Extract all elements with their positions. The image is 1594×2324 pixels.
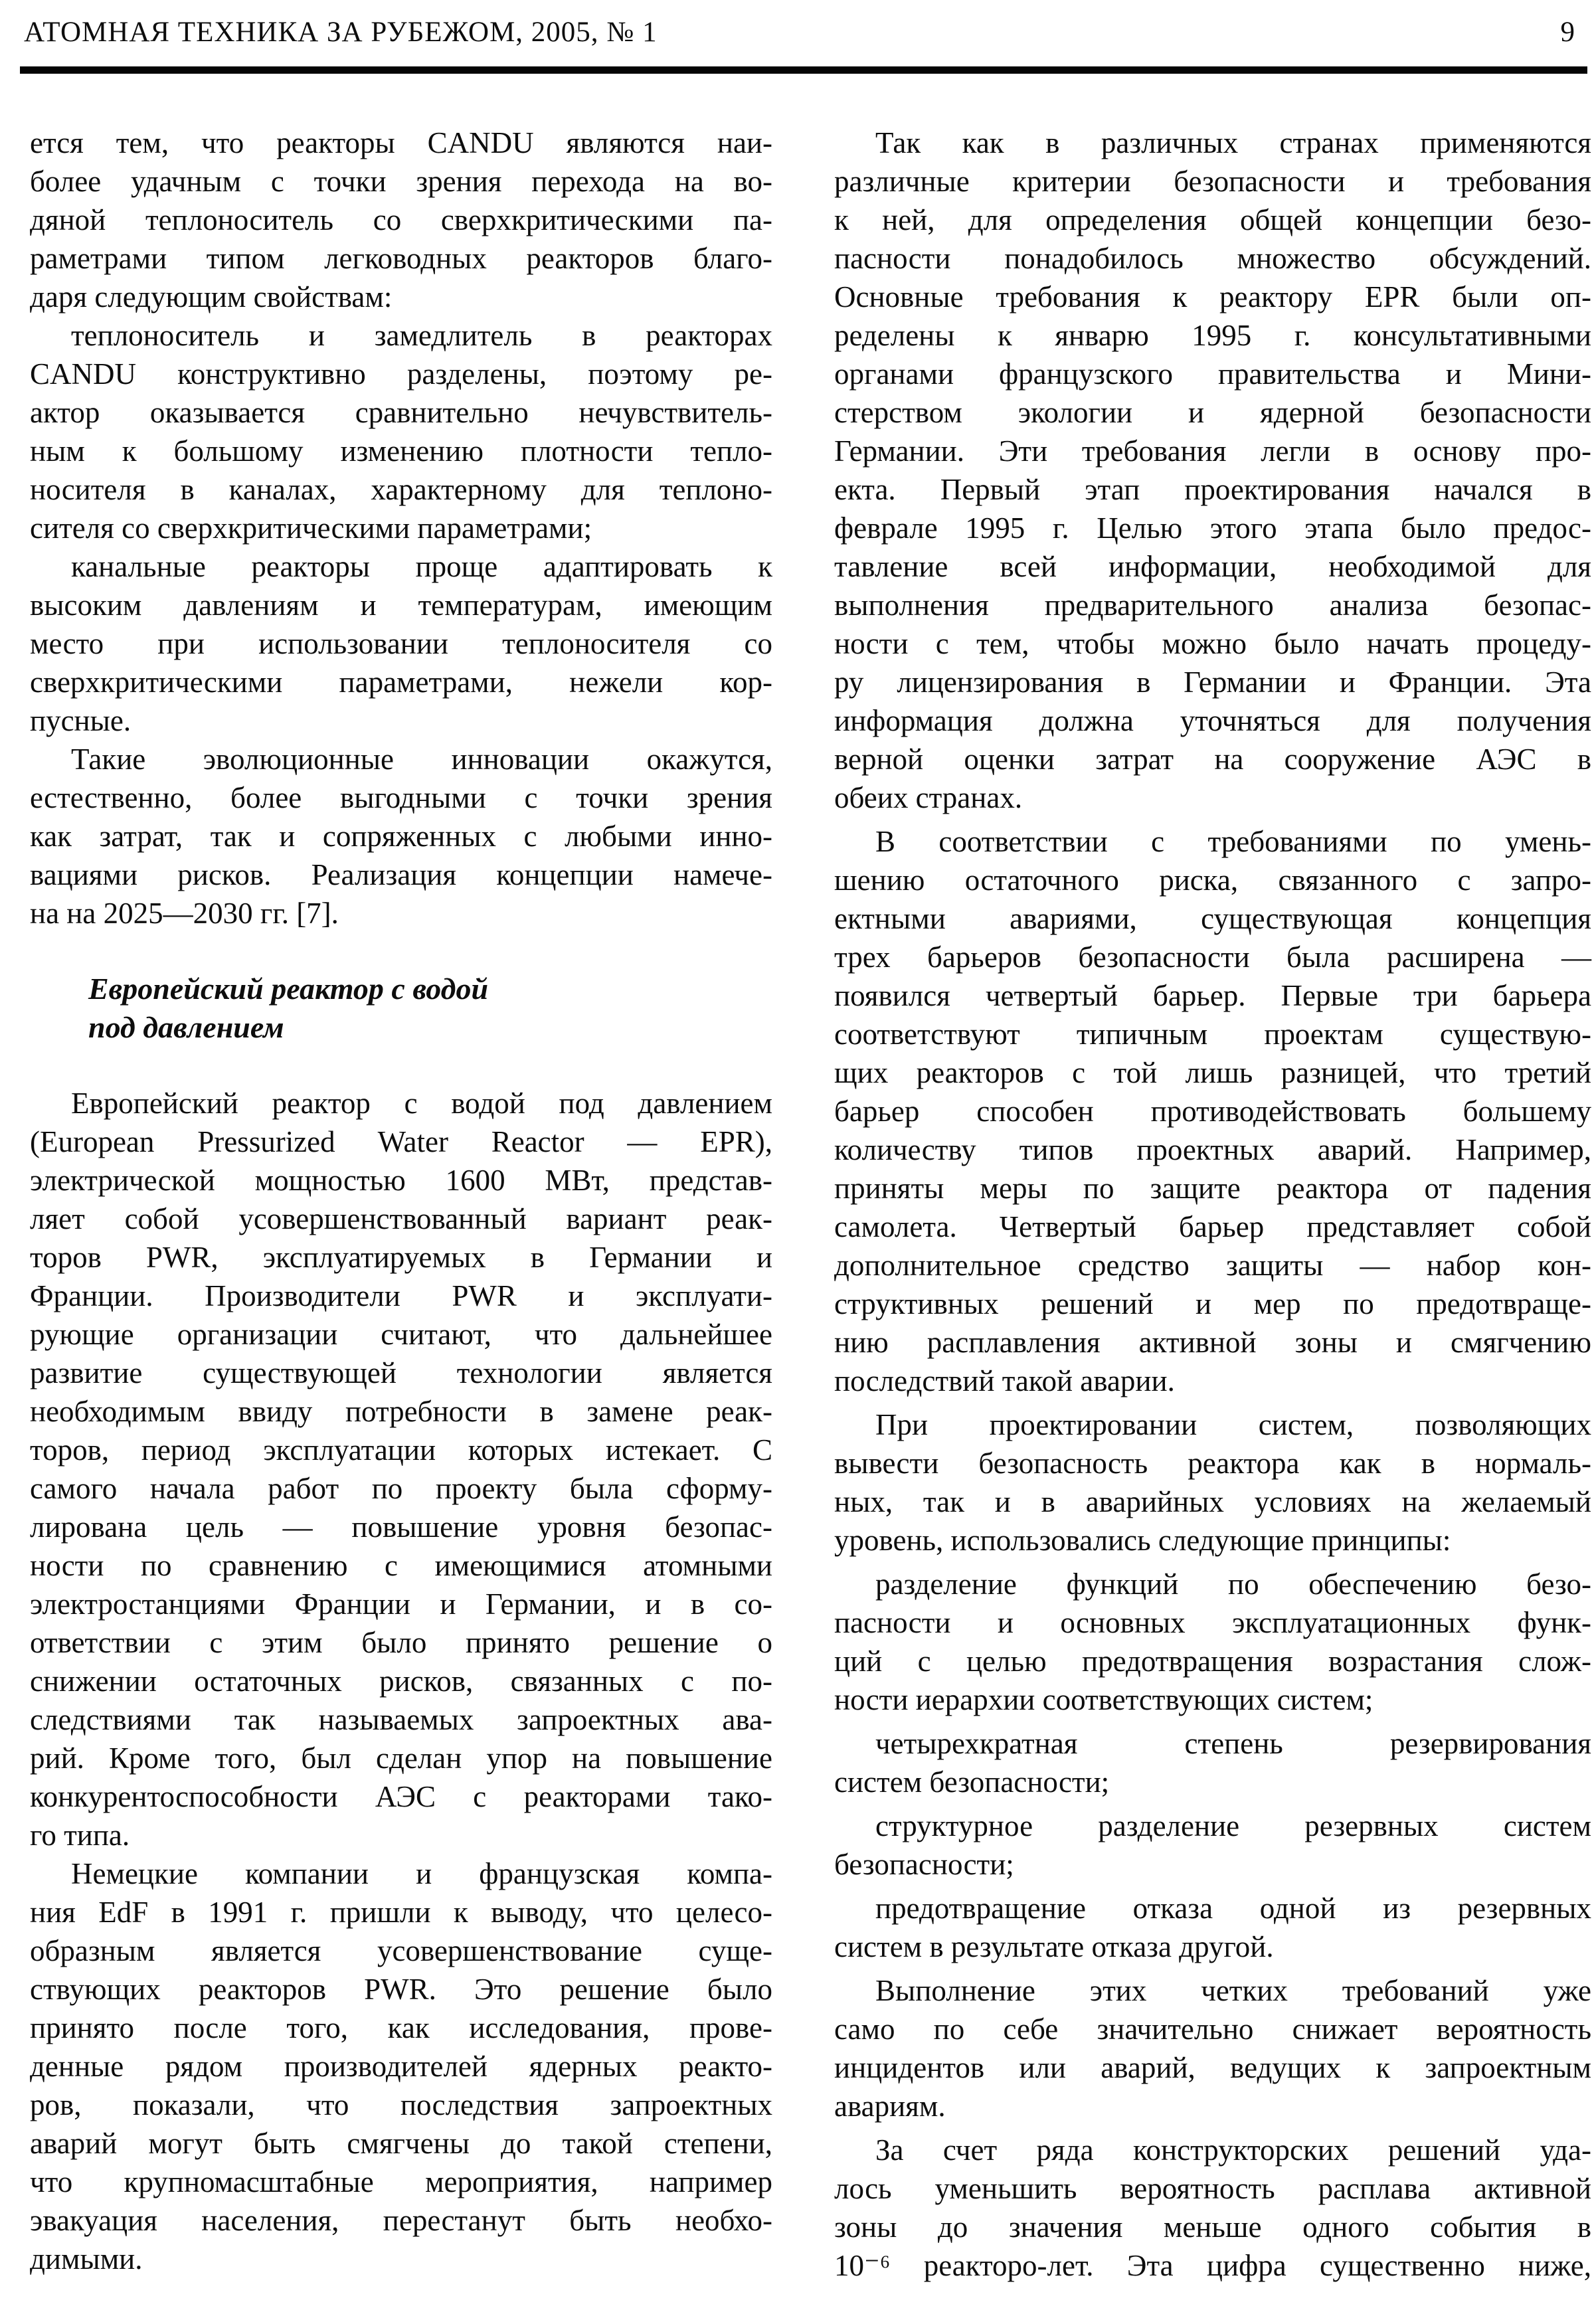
text-line: Германии. Эти требования легли в основу про-: [834, 434, 1591, 468]
text-line: авариям.: [834, 2090, 946, 2123]
text-line: снижении остаточных рисков, связанных с по-: [30, 1664, 772, 1698]
text-line: систем в результате отказа другой.: [834, 1930, 1274, 1963]
text-line: CANDU конструктивно разделены, поэтому ре-: [30, 357, 772, 391]
text-line: уровень, использовались следующие принципы:: [834, 1524, 1451, 1557]
text-line: Так как в различных странах применяются: [875, 126, 1591, 159]
text-line: безопасности;: [834, 1848, 1014, 1881]
text-line: денные рядом производителей ядерных реакто-: [30, 2050, 772, 2083]
text-line: ций с целью предотвращения возрастания слож-: [834, 1645, 1591, 1678]
paragraph: [834, 124, 1591, 817]
text-line: ния EdF в 1991 г. пришли к выводу, что целесо-: [30, 1896, 772, 1929]
text-line: верной оценки затрат на сооружение АЭС в: [834, 743, 1591, 776]
text-line: При проектировании систем, позволяющих: [875, 1408, 1591, 1441]
text-line: носителя в каналах, характерному для теплоно-: [30, 473, 772, 506]
text-line: четырехкратная степень резервирования: [875, 1727, 1591, 1760]
text-line: Европейский реактор с водой под давлением: [71, 1087, 772, 1120]
text-line: Основные требования к реактору EPR были оп-: [834, 280, 1591, 313]
text-line: канальные реакторы проще адаптировать к: [71, 550, 772, 583]
text-line: конкурентоспособности АЭС с реакторами тако-: [30, 1780, 772, 1813]
paragraph: [30, 1084, 772, 1854]
text-line: соответствуют типичным проектам существую-: [834, 1018, 1591, 1051]
text-line: количеству типов проектных аварий. Например,: [834, 1133, 1591, 1166]
text-line: дяной теплоноситель со сверхкритическими па-: [30, 203, 772, 236]
section-heading: [30, 970, 772, 1047]
text-line: 10⁻⁶ реакторо-лет. Эта цифра существенно ниже,: [834, 2249, 1591, 2282]
paragraph: [834, 1807, 1591, 1884]
text-line: структурное разделение резервных систем: [875, 1809, 1591, 1842]
text-line: выполнения предварительного анализа безопас-: [834, 588, 1591, 622]
text-line: рующие организации считают, что дальнейшее: [30, 1318, 772, 1351]
text-line: пасности и основных эксплуатационных функ-: [834, 1606, 1591, 1639]
text-line: последствий такой аварии.: [834, 1364, 1175, 1397]
text-line: ным к большому изменению плотности тепло-: [30, 434, 772, 468]
heading-line: Европейский реактор с водой: [88, 972, 489, 1006]
paragraph: [30, 316, 772, 547]
text-line: щих реакторов с той лишь разницей, что третий: [834, 1056, 1591, 1089]
text-line: рий. Кроме того, был сделан упор на повышение: [30, 1742, 772, 1775]
text-line: инцидентов или аварий, ведущих к запроектным: [834, 2051, 1591, 2084]
text-line: аварий могут быть смягчены до такой степени,: [30, 2127, 772, 2160]
text-line: (European Pressurized Water Reactor — EPR),: [30, 1125, 772, 1158]
paragraph: [30, 740, 772, 933]
text-line: ных, так и в аварийных условиях на желаемый: [834, 1485, 1591, 1518]
text-line: ектными авариями, существующая концепция: [834, 902, 1591, 935]
text-line: предотвращение отказа одной из резервных: [875, 1892, 1591, 1925]
header-rule: [20, 66, 1587, 74]
text-line: информация должна уточняться для получения: [834, 704, 1591, 737]
text-line: электрической мощностью 1600 МВт, представ-: [30, 1164, 772, 1197]
paragraph: [834, 822, 1591, 1400]
text-line: сверхкритическими параметрами, нежели кор-: [30, 666, 772, 699]
text-line: ности по сравнению с имеющимися атомными: [30, 1549, 772, 1582]
text-line: дополнительное средство защиты — набор кон-: [834, 1249, 1591, 1282]
text-line: ределены к январю 1995 г. консультативными: [834, 319, 1591, 352]
text-line: Франции. Производители PWR и эксплуати-: [30, 1279, 772, 1312]
text-line: ру лицензирования в Германии и Франции. Эта: [834, 666, 1591, 699]
text-line: даря следующим свойствам:: [30, 280, 393, 313]
text-line: как затрат, так и сопряженных с любыми инно-: [30, 820, 772, 853]
paragraph: [30, 547, 772, 740]
right-column: [834, 124, 1591, 2285]
text-line: нию расплавления активной зоны и смягчению: [834, 1326, 1591, 1359]
paragraph: [834, 1724, 1591, 1801]
text-line: вациями рисков. Реализация концепции намече-: [30, 858, 772, 891]
journal-title: АТОМНАЯ ТЕХНИКА ЗА РУБЕЖОМ, 2005, № 1: [24, 17, 658, 48]
text-line: лось уменьшить вероятность расплава активной: [834, 2172, 1591, 2205]
text-line: органами французского правительства и Мини-: [834, 357, 1591, 391]
text-line: различные критерии безопасности и требования: [834, 165, 1591, 198]
paragraph: [834, 1405, 1591, 1560]
text-line: естественно, более выгодными с точки зрения: [30, 781, 772, 814]
text-line: вывести безопасность реактора как в нормаль-: [834, 1447, 1591, 1480]
text-line: более удачным с точки зрения перехода на во-: [30, 165, 772, 198]
text-line: лирована цель — повышение уровня безопас-: [30, 1510, 772, 1544]
text-line: пасности понадобилось множество обсуждений.: [834, 242, 1591, 275]
paragraph: [834, 2131, 1591, 2285]
left-column: [30, 124, 772, 2278]
text-line: теплоноситель и замедлитель в реакторах: [71, 319, 772, 352]
text-line: развитие существующей технологии является: [30, 1356, 772, 1389]
text-line: следствиями так называемых запроектных ава-: [30, 1703, 772, 1736]
text-line: электростанциями Франции и Германии, и в со-: [30, 1587, 772, 1621]
text-line: шению остаточного риска, связанного с запро-: [834, 863, 1591, 897]
text-line: разделение функций по обеспечению безо-: [875, 1567, 1591, 1601]
text-line: обеих странах.: [834, 781, 1023, 814]
text-line: само по себе значительно снижает вероятность: [834, 2012, 1591, 2046]
text-line: димыми.: [30, 2242, 143, 2276]
text-line: раметрами типом легководных реакторов благо-: [30, 242, 772, 275]
text-line: барьер способен противодействовать большему: [834, 1095, 1591, 1128]
text-line: высоким давлениям и температурам, имеющим: [30, 588, 772, 622]
text-line: пусные.: [30, 704, 132, 737]
text-line: актор оказывается сравнительно нечувствитель-: [30, 396, 772, 429]
text-line: ляет собой усовершенствованный вариант реак-: [30, 1202, 772, 1235]
text-line: ствующих реакторов PWR. Это решение было: [30, 1973, 772, 2006]
text-line: образным является усовершенствование суще-: [30, 1934, 772, 1967]
text-line: тавление всей информации, необходимой для: [834, 550, 1591, 583]
text-line: торов, период эксплуатации которых истекает. С: [30, 1433, 772, 1467]
text-line: систем безопасности;: [834, 1765, 1110, 1799]
text-line: ности с тем, чтобы можно было начать процеду-: [834, 627, 1591, 660]
text-line: к ней, для определения общей концепции безо-: [834, 203, 1591, 236]
text-line: В соответствии с требованиями по умень-: [875, 825, 1591, 858]
paragraph: [834, 1889, 1591, 1966]
text-line: Выполнение этих четких требований уже: [875, 1974, 1591, 2007]
text-line: трех барьеров безопасности была расширена —: [834, 940, 1591, 974]
text-line: необходимым ввиду потребности в замене реак-: [30, 1395, 772, 1428]
text-line: самого начала работ по проекту была сформу-: [30, 1472, 772, 1505]
page-number: 9: [1560, 17, 1575, 48]
text-line: Такие эволюционные инновации окажутся,: [71, 743, 772, 776]
text-line: самолета. Четвертый барьер представляет собой: [834, 1210, 1591, 1243]
page-header: [24, 16, 1575, 48]
paragraph: [30, 124, 772, 316]
paragraph: [30, 1854, 772, 2278]
text-line: приняты меры по защите реактора от падения: [834, 1172, 1591, 1205]
text-line: екта. Первый этап проектирования начался в: [834, 473, 1591, 506]
paragraph: [834, 1971, 1591, 2125]
text-line: За счет ряда конструкторских решений уда-: [875, 2133, 1591, 2167]
text-line: эвакуация населения, перестанут быть необхо-: [30, 2204, 772, 2237]
text-line: Немецкие компании и французская компа-: [71, 1857, 772, 1890]
paragraph: [834, 1565, 1591, 1719]
text-line: принято после того, как исследования, прове-: [30, 2011, 772, 2044]
text-line: зоны до значения меньше одного события в: [834, 2210, 1591, 2244]
text-line: на на 2025—2030 гг. [7].: [30, 897, 339, 930]
text-line: феврале 1995 г. Целью этого этапа было предос-: [834, 511, 1591, 545]
text-line: что крупномасштабные мероприятия, например: [30, 2165, 772, 2198]
text-line: ется тем, что реакторы CANDU являются наи-: [30, 126, 772, 159]
text-line: появился четвертый барьер. Первые три барьера: [834, 979, 1591, 1012]
text-line: ности иерархии соответствующих систем;: [834, 1683, 1373, 1716]
text-line: го типа.: [30, 1819, 130, 1852]
text-line: торов PWR, эксплуатируемых в Германии и: [30, 1241, 772, 1274]
text-line: ответствии с этим было принято решение о: [30, 1626, 772, 1659]
text-line: сителя со сверхкритическими параметрами;: [30, 511, 592, 545]
text-line: место при использовании теплоносителя со: [30, 627, 772, 660]
text-line: ров, показали, что последствия запроектных: [30, 2088, 772, 2121]
heading-line: под давлением: [88, 1010, 284, 1044]
text-line: структивных решений и мер по предотвраще-: [834, 1287, 1591, 1320]
text-line: стерством экологии и ядерной безопасности: [834, 396, 1591, 429]
